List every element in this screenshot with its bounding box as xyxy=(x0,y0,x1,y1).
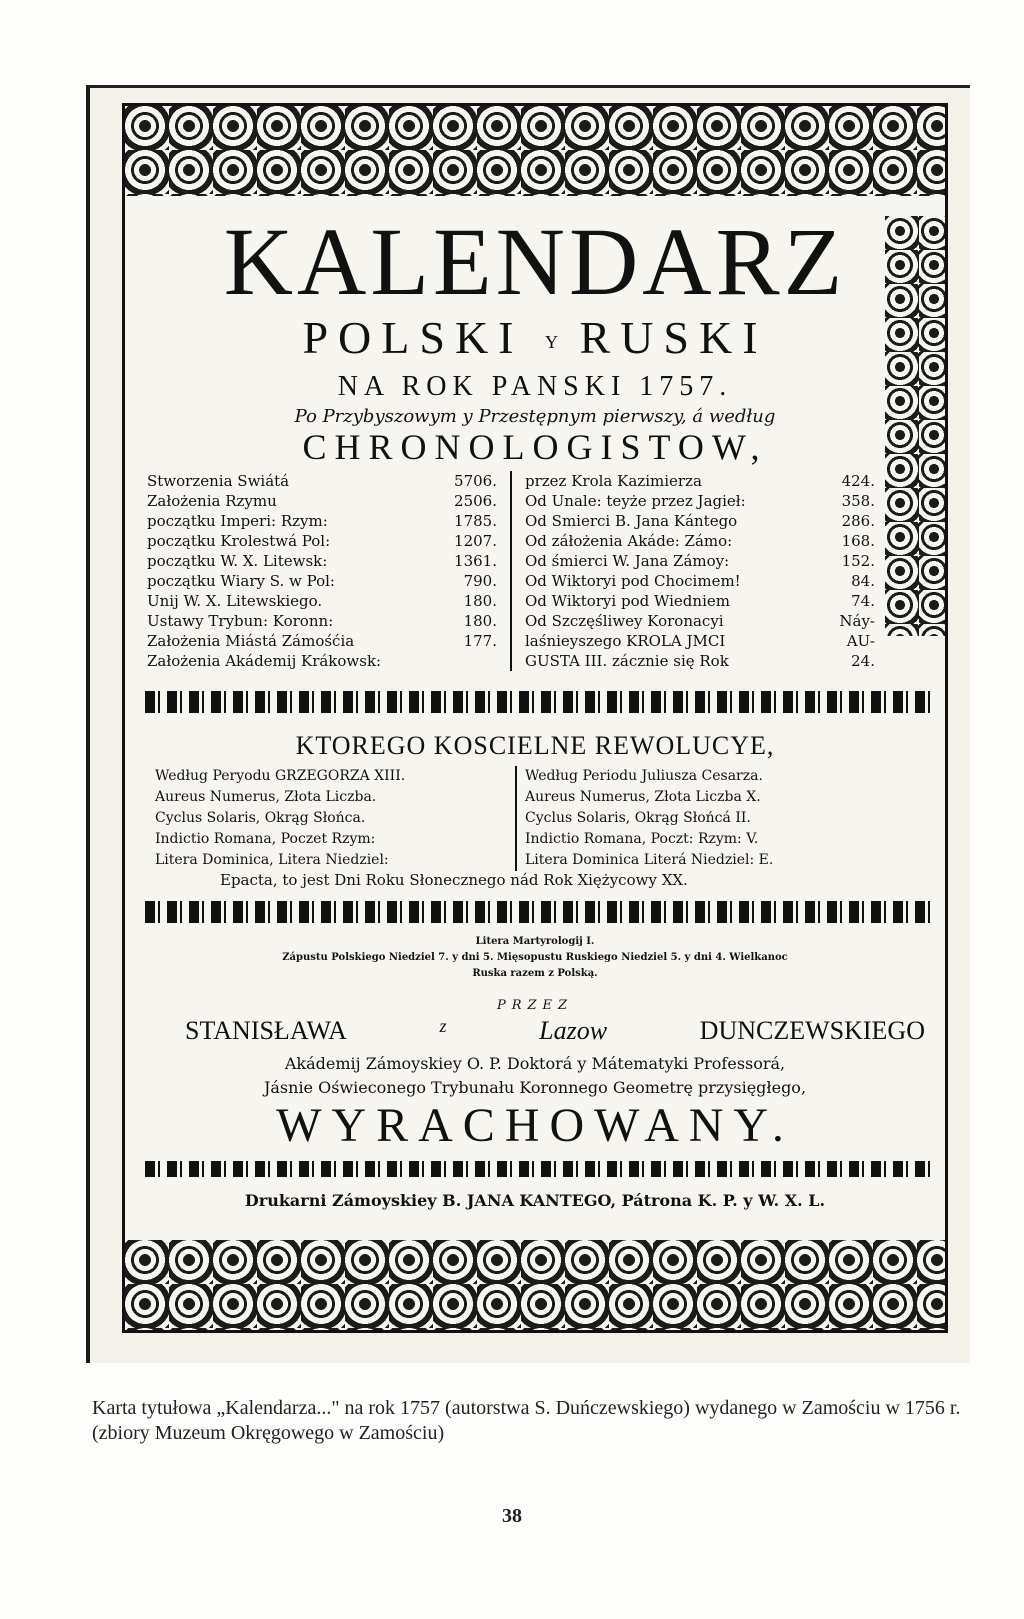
przez-label: PRZEZ xyxy=(496,998,574,1013)
calendar-subtitle xyxy=(125,311,945,364)
table-divider xyxy=(515,766,517,871)
table-row: Od Smierci B. Jana Kántego 286. xyxy=(525,512,875,530)
list-item: Litera Dominica Literá Niedziel: E. xyxy=(525,852,774,868)
author-z: z xyxy=(439,1016,447,1036)
subtitle-polski: POLSKI xyxy=(302,312,524,363)
table-row: przez Krola Kazimierza 424. xyxy=(525,472,875,490)
subtitle-ruski: RUSKI xyxy=(579,312,768,363)
table-row: Założenia Akádemij Krákowsk: xyxy=(147,652,382,670)
martyrology-line: Litera Martyrologij I. xyxy=(475,936,595,947)
figure-caption: Karta tytułowa „Kalendarza..." na rok 1757 (autorstwa S. Duńczewskiego) wydanego w Zamościu w 1756 r. (zbiory Muzeum Okręgowego w Zamościu) xyxy=(92,1397,961,1444)
author-affiliation: Akádemij Zámoyskiey O. P. Doktorá y Mátematyki Professorá, xyxy=(284,1054,786,1073)
table-row: początku W. X. Litewsk: 1361. xyxy=(147,552,497,570)
chronology-left-table xyxy=(147,471,497,671)
table-row: Unij W. X. Litewskiego. 180. xyxy=(147,592,497,610)
title-page-plate xyxy=(86,85,970,1363)
author-surname: DUNCZEWSKIEGO xyxy=(699,1016,925,1045)
chronologists-heading: CHRONOLOGISTOW, xyxy=(302,427,768,467)
table-row: laśnieyszego KROLA JMCI AU- xyxy=(525,632,875,650)
gregorian-table xyxy=(155,766,505,871)
carnival-line: Zápustu Polskiego Niedziel 7. y dni 5. Mięsopustu Ruskiego Niedziel 5. y dni 4. Wielkanoc xyxy=(282,952,788,963)
table-row: Od záłożenia Akáde: Zámo: 168. xyxy=(525,532,875,550)
ornament-strip xyxy=(145,691,931,713)
table-row: początku Krolestwá Pol: 1207. xyxy=(147,532,497,550)
table-row: Od śmierci W. Jana Zámoy: 152. xyxy=(525,552,875,570)
julian-table xyxy=(525,766,875,871)
table-row: początku Imperi: Rzym: 1785. xyxy=(147,512,497,530)
table-row: Od Wiktoryi pod Wiedniem 74. xyxy=(525,592,875,610)
chronology-right-table xyxy=(525,471,875,671)
author-first-name: STANISŁAWA xyxy=(185,1016,347,1045)
list-item: Według Peryodu GRZEGORZA XIII. xyxy=(155,768,406,784)
table-row: Ustawy Trybun: Koronn: 180. xyxy=(147,612,497,630)
page-number: 38 xyxy=(502,1505,522,1527)
ornament-border-bottom xyxy=(125,1240,945,1330)
title-page-frame xyxy=(122,103,948,1333)
list-item: Litera Dominica, Litera Niedziel: xyxy=(155,852,389,868)
table-row: Założenia Rzymu 2506. xyxy=(147,492,497,510)
table-row: Założenia Miástá Zámośćia 177. xyxy=(147,632,497,650)
ornament-strip xyxy=(145,1161,931,1177)
table-row: początku Wiary S. w Pol: 790. xyxy=(147,572,497,590)
ornament-border-top xyxy=(125,106,945,196)
list-item: Indictio Romana, Poczt: Rzym: V. xyxy=(525,831,759,847)
table-row: Od Szczęśliwey Koronacyi Náy- xyxy=(525,612,875,630)
author-place: Lazow xyxy=(539,1016,608,1045)
author-line xyxy=(185,1016,925,1046)
list-item: Aureus Numerus, Złota Liczba. xyxy=(155,789,377,805)
author-title: Jásnie Oświeconego Trybunału Koronnego Geometrę przysięgłego, xyxy=(263,1078,807,1097)
table-row: Od Unale: teyże przez Jagieł: 358. xyxy=(525,492,875,510)
calendar-title: KALENDARZ xyxy=(223,208,847,315)
church-revolutions-heading: KTOREGO KOSCIELNE REWOLUCYE, xyxy=(295,731,775,760)
table-row: Stworzenia Swiátá 5706. xyxy=(147,472,497,490)
printer-line: Drukarni Zámoyskiey B. JANA KANTEGO, Pátrona K. P. y W. X. L. xyxy=(244,1191,826,1210)
list-item: Cyclus Solaris, Okrąg Słońcá II. xyxy=(525,810,751,826)
list-item: Cyclus Solaris, Okrąg Słońca. xyxy=(155,810,366,826)
list-item: Według Periodu Juliusza Cesarza. xyxy=(525,768,763,784)
table-row: GUSTA III. zácznie się Rok 24. xyxy=(525,652,875,670)
table-row: Od Wiktoryi pod Chocimem! 84. xyxy=(525,572,875,590)
subtitle-y: Y xyxy=(545,331,558,352)
list-item: Aureus Numerus, Złota Liczba X. xyxy=(525,789,761,805)
table-divider xyxy=(510,471,512,671)
easter-line: Ruska razem z Polską. xyxy=(472,968,598,979)
calculated-heading: WYRACHOWANY. xyxy=(276,1099,794,1152)
list-item: Indictio Romana, Poczet Rzym: xyxy=(155,831,376,847)
ornament-strip xyxy=(145,901,931,923)
epacta-line: Epacta, to jest Dni Roku Słonecznego nád Rok Xiężycowy XX. xyxy=(220,871,688,889)
calendar-year-line: NA ROK PANSKI 1757. xyxy=(337,371,733,402)
calendar-intro-line: Po Przybyszowym y Przestępnym pierwszy, á według xyxy=(294,406,776,427)
